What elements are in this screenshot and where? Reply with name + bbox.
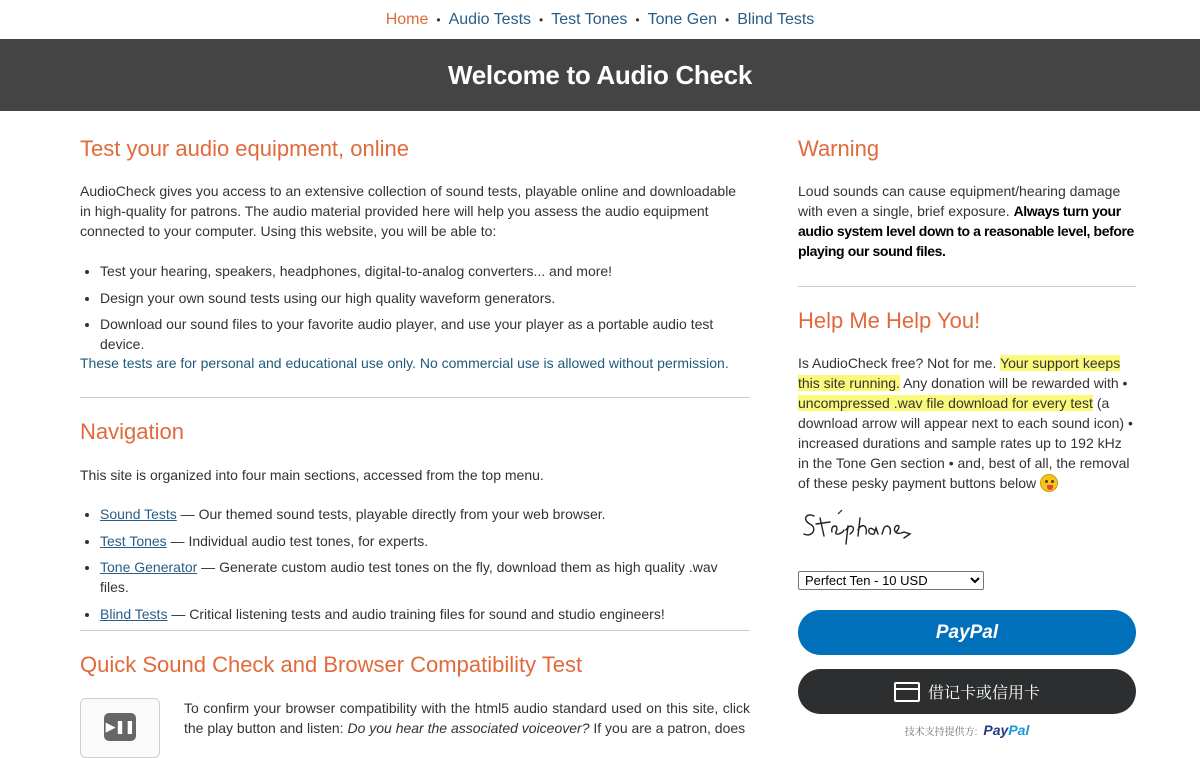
link-test-tones[interactable]: Test Tones [100, 532, 167, 549]
page-title: Welcome to Audio Check [447, 59, 752, 90]
nav-separator: • [725, 12, 730, 27]
divider [80, 397, 750, 398]
list-item: • Test your hearing, speakers, headphones, digital-to-analog converters... and more! [100, 261, 750, 281]
signature [800, 504, 912, 548]
nav-tone-gen[interactable]: Tone Gen [647, 10, 718, 28]
item-description: — Our themed sound tests, playable directly from your web browser. [176, 506, 606, 522]
paypal-button-label: PayPal [935, 621, 999, 643]
quick-text-italic: Do you hear the associated voiceover? [347, 720, 590, 736]
quick-check-heading: Quick Sound Check and Browser Compatibility Test [80, 652, 583, 677]
help-text-part: Is AudioCheck free? Not for me. [798, 355, 1001, 371]
nav-audio-tests[interactable]: Audio Tests [448, 10, 532, 28]
nav-blind-tests[interactable]: Blind Tests [737, 10, 815, 28]
quick-check-text [184, 698, 750, 738]
intro-heading: Test your audio equipment, online [80, 136, 409, 161]
warning-heading: Warning [798, 136, 880, 161]
list-item [100, 504, 750, 524]
tongue-emoji-icon [1040, 474, 1058, 492]
item-description: — Individual audio test tones, for experts. [166, 532, 429, 549]
list-item [100, 557, 750, 597]
navigation-list [80, 504, 750, 630]
donation-amount-select[interactable] [798, 571, 984, 590]
powered-by [798, 722, 1136, 738]
nav-home[interactable]: Home [385, 10, 429, 28]
help-text-part: (a download arrow will appear next to each sound icon) • increased durations and sample rates up to 192 kHz in the Tone Gen section • and, best of all, the removal of these pesky payment buttons below [798, 395, 1133, 491]
quick-text-part: To confirm your browser compatibility with the html5 audio standard used on this site, click the play button and listen: [184, 700, 750, 736]
link-tone-generator[interactable]: Tone Generator [100, 559, 198, 575]
list-item [100, 531, 750, 551]
warning-text [798, 181, 1136, 261]
quick-text-part: If you are a patron, does [589, 720, 746, 736]
help-text [798, 353, 1136, 493]
navigation-heading: Navigation [80, 419, 184, 444]
nav-test-tones[interactable]: Test Tones [551, 10, 628, 28]
nav-separator: • [436, 12, 441, 27]
audio-player [80, 698, 160, 758]
item-description: — Generate custom audio test tones on the fly, download them as high quality .wav files. [100, 559, 718, 595]
credit-card-icon [894, 682, 920, 702]
item-description: — Critical listening tests and audio training files for sound and studio engineers! [167, 605, 665, 622]
play-pause-icon[interactable]: ▶❚❚ [104, 713, 136, 741]
paypal-logo-part: Pay [983, 722, 1009, 738]
usage-notice: These tests are for personal and educational use only. No commercial use is allowed without permission. [80, 355, 729, 371]
quick-check-section [80, 698, 750, 758]
intro-text: AudioCheck gives you access to an extensive collection of sound tests, playable online and downloadable in high-quality for patrons. The audio material provided here will help you assess the audio equipment connected to your computer. Using this website, you will be able to: [80, 183, 737, 239]
navigation-text: This site is organized into four main sections, accessed from the top menu. [80, 467, 544, 483]
warning-text-part: Loud sounds can cause equipment/hearing damage with even a single, brief exposure. [798, 183, 1121, 219]
powered-by-text: 技术支持提供方: [904, 726, 978, 738]
highlight: uncompressed .wav file download for every test [798, 395, 1093, 411]
card-payment-button[interactable] [798, 669, 1136, 714]
paypal-logo-part: Pal [1008, 722, 1030, 738]
highlight: Your support keeps this site running. [798, 355, 1121, 391]
divider [80, 630, 750, 631]
link-blind-tests[interactable]: Blind Tests [100, 605, 168, 622]
paypal-button[interactable] [798, 610, 1136, 655]
nav-separator: • [635, 12, 640, 27]
help-heading: Help Me Help You! [798, 308, 981, 333]
nav-separator: • [539, 12, 544, 27]
list-item [100, 604, 750, 624]
link-sound-tests[interactable]: Sound Tests [100, 506, 177, 522]
top-nav [0, 0, 1200, 39]
banner [0, 39, 1200, 111]
help-text-part: Any donation will be rewarded with • [899, 375, 1128, 391]
intro-list [80, 261, 750, 361]
paypal-logo [983, 722, 1029, 738]
list-item: • Download our sound files to your favorite audio player, and use your player as a portable audio test device. [100, 314, 750, 354]
warning-bold: Always turn your audio system level down to a reasonable level, before playing our sound files. [798, 203, 1134, 259]
list-item: • Design your own sound tests using our high quality waveform generators. [100, 288, 750, 308]
divider [798, 286, 1136, 287]
card-button-label: 借记卡或信用卡 [927, 685, 1040, 702]
